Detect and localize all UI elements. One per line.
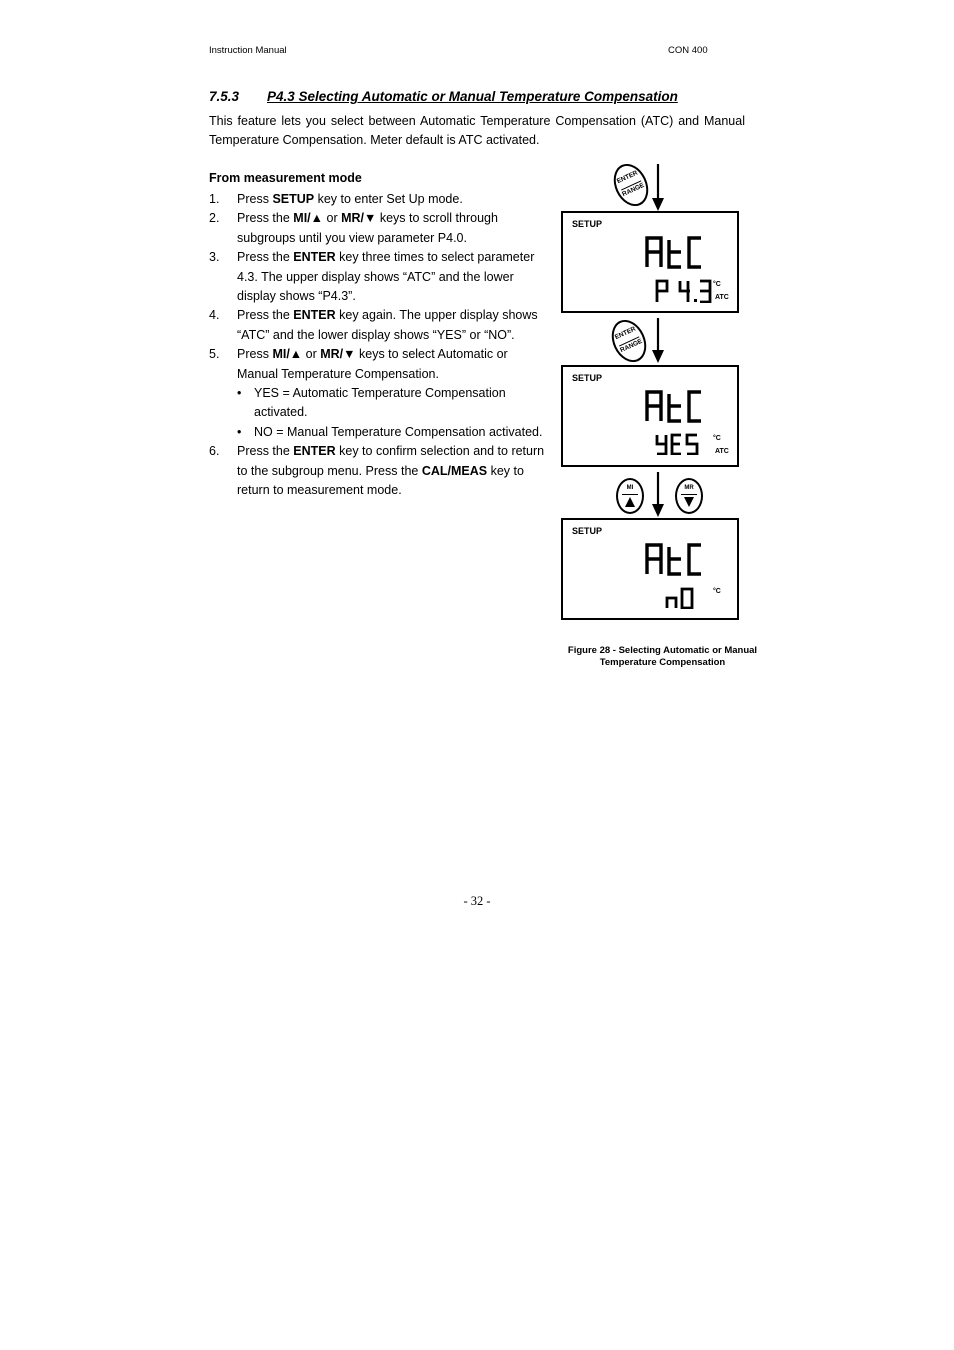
bullet-yes: [237, 384, 549, 423]
step-text: Press: [237, 347, 273, 362]
step-text: Press the: [237, 250, 294, 265]
page-number: - 32 -: [463, 894, 491, 908]
upper-display-atc: [645, 235, 705, 269]
step-text: key to enter Set Up mode.: [314, 192, 463, 206]
upper-display-atc: [645, 542, 705, 576]
range-key-label: RANGE: [619, 337, 644, 355]
mr-key-ref: MR/▼: [320, 347, 356, 362]
step-number: 1.: [209, 192, 220, 206]
step-text: keys to select Automatic or Manual Temperature Compensation.: [237, 347, 508, 381]
enter-key-ref: ENTER: [293, 250, 336, 265]
step-2: [209, 209, 549, 248]
step-number: 5.: [209, 347, 220, 362]
step-number: 6.: [209, 444, 220, 459]
section-title: P4.3 Selecting Automatic or Manual Temperature Compensation: [267, 89, 678, 104]
celsius-unit: °C: [713, 281, 721, 288]
step-text: Press: [237, 192, 273, 206]
enter-key-label: ENTER: [615, 169, 639, 186]
atc-indicator: ATC: [715, 294, 729, 301]
down-arrow-icon: [651, 472, 665, 518]
section-heading: [209, 89, 678, 104]
enter-key-label: ENTER: [613, 325, 637, 342]
bullet-icon: •: [237, 386, 242, 401]
step-3: [209, 248, 549, 306]
step-5: [209, 345, 549, 442]
enter-range-key-icon: [605, 314, 653, 367]
section-number: 7.5.3: [209, 89, 240, 104]
celsius-unit: °C: [713, 435, 721, 442]
key-divider: [681, 494, 697, 495]
down-arrow-icon: [651, 318, 665, 364]
mi-key-label: MI: [626, 485, 634, 491]
intro-paragraph: This feature lets you select between Automatic Temperature Compensation (ATC) and Manual Temperature Compensation. Meter default is ATC activated.: [209, 114, 745, 147]
lower-display-no: [665, 587, 695, 609]
step-text: keys to scroll through subgroups until you view parameter P4.0.: [237, 211, 498, 245]
setup-indicator: SETUP: [572, 526, 603, 536]
mi-key-ref: MI/▲: [293, 211, 324, 226]
step-text: key to return to measurement mode.: [237, 463, 524, 498]
lower-display-p43: [655, 279, 713, 303]
setup-indicator: SETUP: [572, 219, 603, 229]
setup-indicator: SETUP: [572, 373, 603, 383]
enter-range-key-icon: [607, 158, 655, 211]
setup-key-ref: SETUP: [272, 192, 315, 206]
step-text: Press the: [237, 211, 294, 226]
triangle-down-icon: [684, 497, 694, 507]
key-divider: [622, 494, 638, 495]
enter-key-ref: ENTER: [293, 308, 336, 323]
header-left: Instruction Manual: [209, 45, 287, 56]
upper-display-atc: [645, 389, 705, 423]
mr-key-label: MR: [684, 485, 694, 491]
lower-display-yes: [655, 433, 699, 455]
enter-key-ref: ENTER: [293, 444, 336, 459]
mr-key-ref: MR/▼: [341, 211, 377, 226]
step-text: key again. The upper display shows “ATC” and the lower display shows “YES” or “NO”.: [237, 308, 538, 342]
procedure-subheading: From measurement mode: [209, 171, 362, 185]
step-6: [209, 442, 549, 500]
lcd-display-3: [561, 518, 739, 620]
step-text: key three times to select parameter 4.3. The upper display shows “ATC” and the lower display shows “P4.3”.: [237, 250, 535, 304]
step-text: or: [323, 211, 342, 226]
step-number: 3.: [209, 250, 220, 265]
lcd-display-2: [561, 365, 739, 467]
down-arrow-icon: [651, 164, 665, 212]
atc-indicator: ATC: [715, 448, 729, 455]
mi-key-ref: MI/▲: [272, 347, 303, 362]
triangle-up-icon: [625, 497, 635, 507]
step-text: Press the: [237, 308, 294, 323]
range-key-label: RANGE: [621, 181, 646, 199]
step-number: 2.: [209, 211, 220, 226]
step-text: or: [302, 347, 321, 362]
procedure-steps: [209, 190, 549, 501]
lcd-display-1: [561, 211, 739, 313]
cal-meas-key-ref: CAL/MEAS: [421, 463, 488, 478]
celsius-unit: °C: [713, 588, 721, 595]
bullet-no: [237, 423, 549, 442]
step-1: [209, 190, 549, 209]
step-4: [209, 306, 549, 345]
figure-caption: Figure 28 - Selecting Automatic or Manual Temperature Compensation: [567, 645, 758, 668]
bullet-icon: •: [237, 424, 242, 439]
bullet-text: NO = Manual Temperature Compensation activated.: [254, 424, 543, 439]
step-number: 4.: [209, 308, 220, 323]
mr-down-key-icon: [675, 478, 703, 514]
step-text: Press the: [237, 444, 294, 459]
header-right: CON 400: [668, 45, 708, 56]
mi-up-key-icon: [616, 478, 644, 514]
step-text: key to confirm selection and to return to the subgroup menu. Press the: [237, 444, 545, 478]
bullet-text: YES = Automatic Temperature Compensation activated.: [254, 386, 506, 420]
